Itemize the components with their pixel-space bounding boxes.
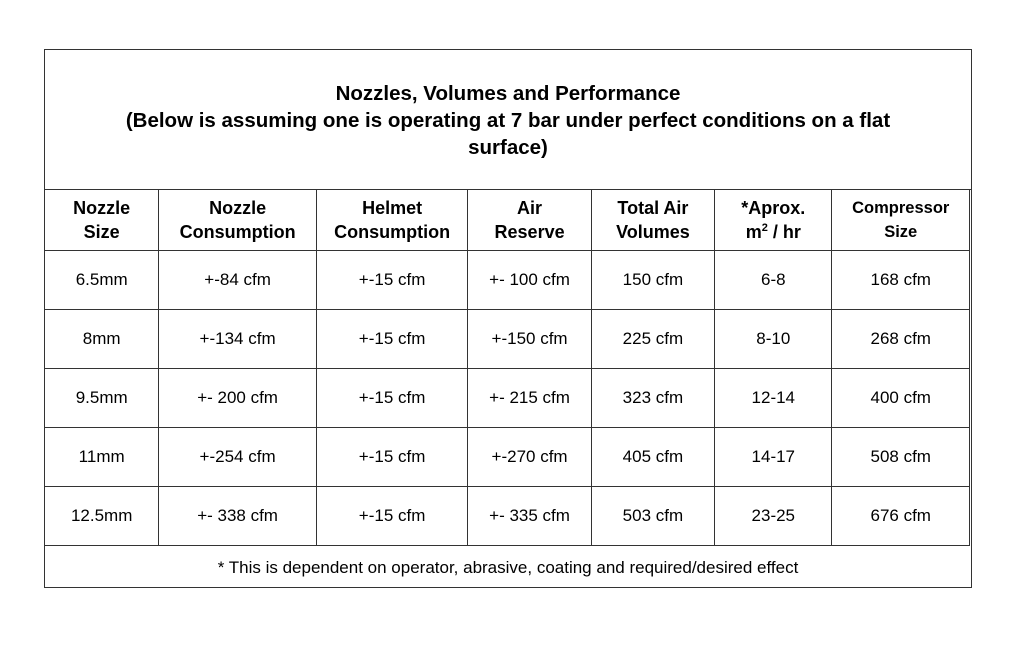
cell-approx-area-rate: 12-14: [715, 369, 832, 428]
performance-table: [44, 189, 970, 546]
cell-compressor-size: 676 cfm: [832, 487, 970, 546]
cell-nozzle-size: 12.5mm: [45, 487, 159, 546]
table-row: [45, 428, 970, 487]
title-heading: Nozzles, Volumes and Performance: [335, 82, 681, 105]
header-row: [45, 190, 970, 251]
cell-air-reserve: +- 215 cfm: [468, 369, 591, 428]
cell-nozzle-size: 9.5mm: [45, 369, 159, 428]
title-subheading-cont: surface): [468, 136, 548, 159]
cell-compressor-size: 508 cfm: [832, 428, 970, 487]
cell-total-air-volumes: 405 cfm: [591, 428, 714, 487]
cell-helmet-consumption: +-15 cfm: [316, 487, 468, 546]
cell-total-air-volumes: 225 cfm: [591, 310, 714, 369]
cell-air-reserve: +-270 cfm: [468, 428, 591, 487]
cell-helmet-consumption: +-15 cfm: [316, 369, 468, 428]
cell-compressor-size: 400 cfm: [832, 369, 970, 428]
cell-approx-area-rate: 14-17: [715, 428, 832, 487]
cell-approx-area-rate: 23-25: [715, 487, 832, 546]
cell-compressor-size: 268 cfm: [832, 310, 970, 369]
cell-helmet-consumption: +-15 cfm: [316, 251, 468, 310]
cell-nozzle-size: 8mm: [45, 310, 159, 369]
cell-nozzle-size: 6.5mm: [45, 251, 159, 310]
cell-air-reserve: +-150 cfm: [468, 310, 591, 369]
cell-nozzle-size: 11mm: [45, 428, 159, 487]
title-block: [45, 50, 971, 190]
cell-total-air-volumes: 503 cfm: [591, 487, 714, 546]
header-total-air-volumes: Total Air Volumes: [591, 190, 714, 251]
cell-approx-area-rate: 8-10: [715, 310, 832, 369]
table-row: [45, 310, 970, 369]
table-row: [45, 369, 970, 428]
header-helmet-consumption: Helmet Consumption: [316, 190, 468, 251]
header-nozzle-consumption: Nozzle Consumption: [159, 190, 316, 251]
cell-total-air-volumes: 323 cfm: [591, 369, 714, 428]
header-nozzle-size: Nozzle Size: [45, 190, 159, 251]
cell-nozzle-consumption: +-254 cfm: [159, 428, 316, 487]
header-compressor-size: Compressor Size: [832, 190, 970, 251]
cell-nozzle-consumption: +- 200 cfm: [159, 369, 316, 428]
cell-approx-area-rate: 6-8: [715, 251, 832, 310]
cell-helmet-consumption: +-15 cfm: [316, 310, 468, 369]
table-row: [45, 251, 970, 310]
header-approx-area-rate: *Aprox. $m^2$ / hr: [715, 190, 832, 251]
cell-air-reserve: +- 335 cfm: [468, 487, 591, 546]
cell-compressor-size: 168 cfm: [832, 251, 970, 310]
table-row: [45, 487, 970, 546]
title-subheading: (Below is assuming one is operating at 7 bar under perfect conditions on a flat: [125, 109, 891, 132]
cell-air-reserve: +- 100 cfm: [468, 251, 591, 310]
cell-nozzle-consumption: +- 338 cfm: [159, 487, 316, 546]
cell-nozzle-consumption: +-84 cfm: [159, 251, 316, 310]
footnote: * This is dependent on operator, abrasive, coating and required/desired effect: [217, 557, 799, 577]
cell-total-air-volumes: 150 cfm: [591, 251, 714, 310]
cell-nozzle-consumption: +-134 cfm: [159, 310, 316, 369]
nozzle-performance-sheet: [44, 49, 972, 588]
header-air-reserve: Air Reserve: [468, 190, 591, 251]
cell-helmet-consumption: +-15 cfm: [316, 428, 468, 487]
